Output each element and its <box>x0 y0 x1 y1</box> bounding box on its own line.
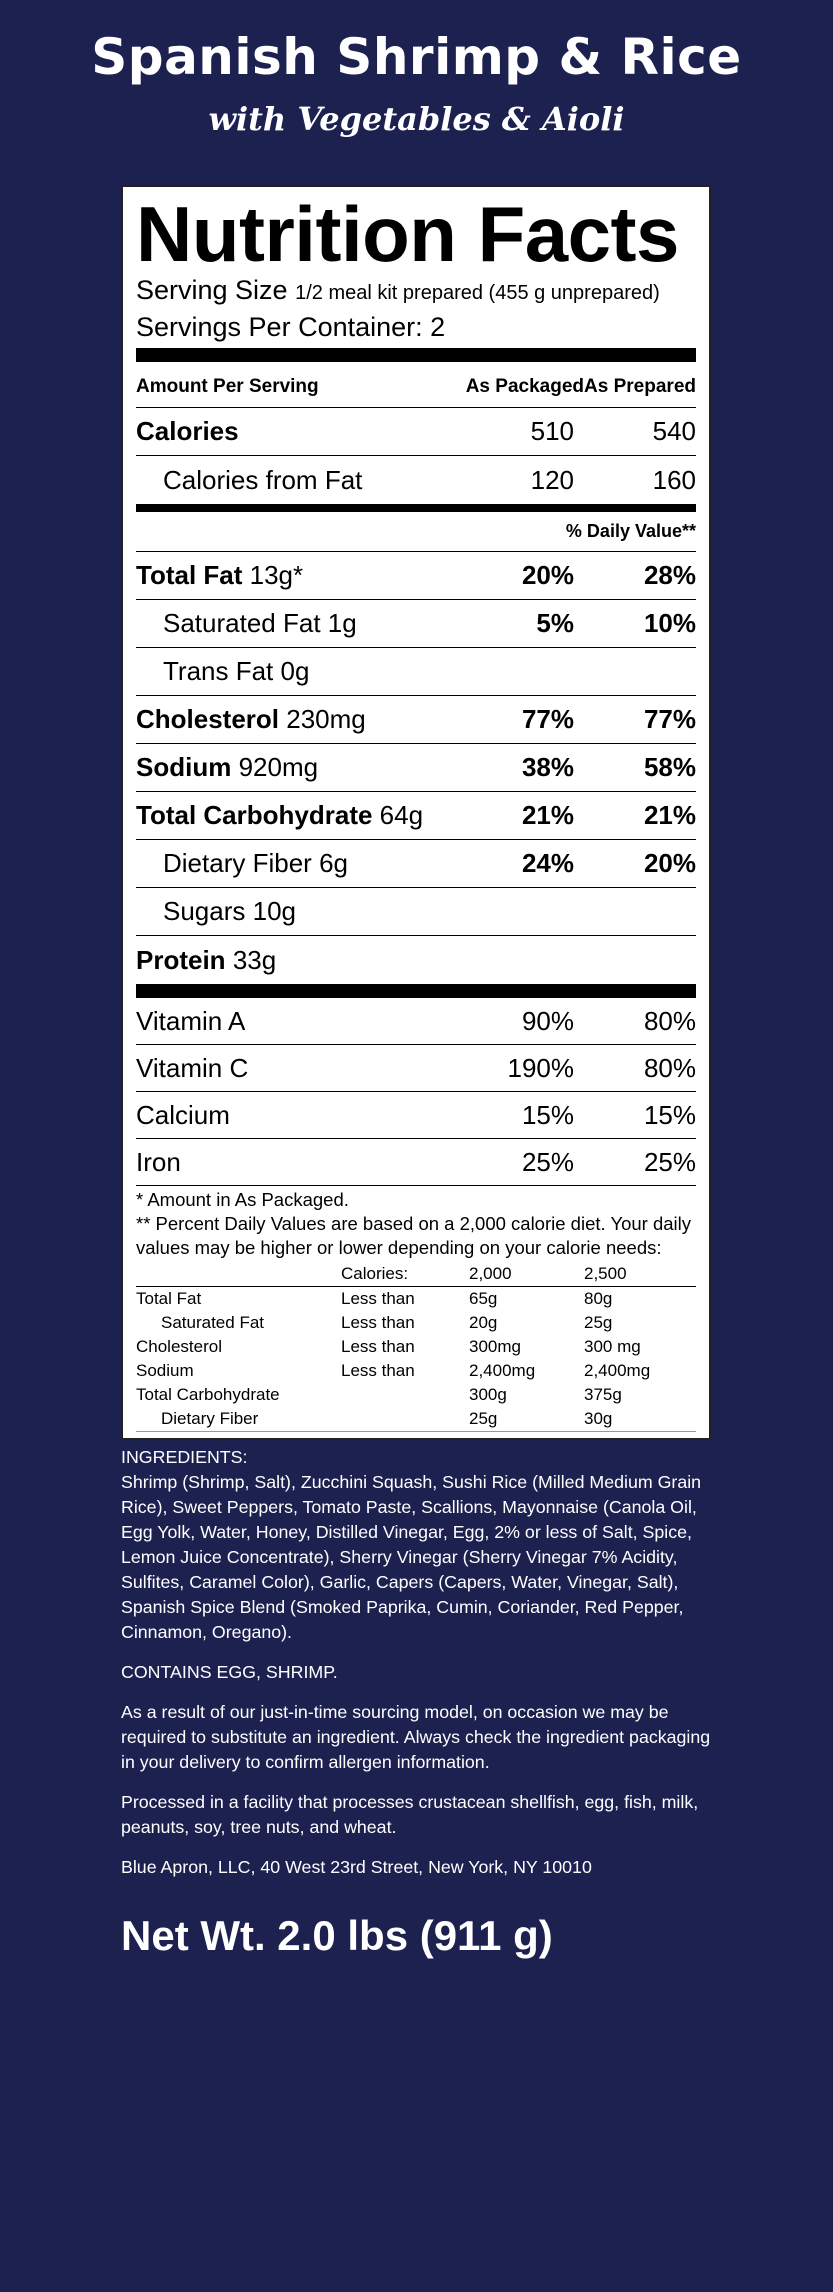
vitamin-list <box>136 998 696 1186</box>
facility-notice: Processed in a facility that processes crustacean shellfish, egg, fish, milk, peanuts, soy, tree nuts, and wheat. <box>121 1792 699 1837</box>
vitamin-name: Iron <box>136 1146 181 1177</box>
vitamin-packaged: 15% <box>521 1099 574 1130</box>
as-prepared-header: As Prepared <box>584 375 696 397</box>
nutrient-amount: 6g <box>319 848 348 878</box>
nutrient-prepared: 21% <box>643 800 696 830</box>
nutrient-amount: 920mg <box>238 752 319 782</box>
calories-from-fat-packaged: 120 <box>530 464 574 495</box>
nutrient-amount: 33g <box>232 944 277 975</box>
nutrient-prepared: 58% <box>643 752 696 782</box>
daily-value-reference-table <box>136 1262 696 1432</box>
reference-header-row: Calories: 2,000 2,500 <box>136 1262 696 1287</box>
nutrient-packaged: 38% <box>521 752 574 782</box>
nutrient-row-cholesterol <box>136 696 696 744</box>
vitamin-name: Vitamin A <box>136 1005 246 1036</box>
nutrient-name: Dietary Fiber <box>163 848 312 878</box>
nutrient-amount: 10g <box>252 896 297 926</box>
vitamin-prepared: 25% <box>643 1146 696 1177</box>
nutrient-name: Sugars <box>163 896 246 926</box>
nutrient-row-protein <box>136 936 696 984</box>
vitamin-name: Calcium <box>136 1099 230 1130</box>
nutrient-row-total-fat <box>136 552 696 600</box>
nutrient-list <box>136 552 696 984</box>
vitamin-row <box>136 1139 696 1186</box>
nutrient-row-sodium <box>136 744 696 792</box>
calories-from-fat-row <box>136 456 696 504</box>
reference-row: Total Carbohydrate 300g 375g <box>136 1385 622 1404</box>
nutrient-row-dietary-fiber <box>136 840 696 888</box>
nutrient-name: Total Fat <box>136 560 243 590</box>
nutrition-facts-heading: Nutrition Facts <box>136 190 679 278</box>
servings-per-container: Servings Per Container: 2 <box>136 312 446 342</box>
nutrient-name: Total Carbohydrate <box>136 800 373 830</box>
ingredients-heading: INGREDIENTS: <box>121 1447 248 1467</box>
vitamin-packaged: 90% <box>521 1005 574 1036</box>
vitamin-prepared: 80% <box>643 1005 696 1036</box>
nutrient-amount: 0g <box>280 656 310 686</box>
sourcing-notice: As a result of our just-in-time sourcing model, on occasion we may be required to substitute an ingredient. Always check the ingredient packaging in your delivery to confirm allergen information. <box>121 1702 711 1772</box>
serving-size-label: Serving Size <box>136 275 288 305</box>
ingredients-text: Shrimp (Shrimp, Salt), Zucchini Squash, Sushi Rice (Milled Medium Grain Rice), Sweet Peppers, Tomato Paste, Scallions, Mayonnaise (Canola Oil, Egg Yolk, Water, Honey, Distilled Vinegar, Egg, 2% or less of Salt, Spice, Lemon Juice Concentrate), Sherry Vinegar (Sherry Vinegar 7% Acidity, Sulfites, Caramel Color), Garlic, Capers (Capers, Water, Vinegar, Salt), Spanish Spice Blend (Smoked Paprika, Cumin, Coriander, Red Pepper, Cinnamon, Oregano). <box>121 1472 702 1642</box>
nutrient-name: Protein <box>136 944 226 975</box>
product-title: Spanish Shrimp & Rice <box>91 28 742 86</box>
nutrient-prepared: 28% <box>643 560 696 590</box>
reference-row: Total Fat Less than 65g 80g <box>136 1289 613 1308</box>
calories-row <box>136 408 696 456</box>
vitamin-name: Vitamin C <box>136 1052 249 1083</box>
nutrient-amount: 64g <box>379 800 424 830</box>
nutrient-packaged: 77% <box>521 704 574 734</box>
calories-from-fat-label: Calories from Fat <box>163 464 363 495</box>
footnote-daily-values: ** Percent Daily Values are based on a 2,000 calorie diet. Your daily values may be higher or lower depending on your calorie needs: <box>136 1213 692 1258</box>
nutrient-name: Sodium <box>136 752 232 782</box>
nutrient-prepared: 10% <box>643 608 696 638</box>
divider-thick <box>136 348 696 362</box>
footnotes <box>136 1188 696 1260</box>
nutrient-name: Trans Fat <box>163 656 274 686</box>
vitamin-row <box>136 1045 696 1092</box>
vitamin-row <box>136 1092 696 1139</box>
nutrient-name: Saturated Fat <box>163 608 321 638</box>
nutrient-row-total-carbohydrate <box>136 792 696 840</box>
ingredients-section <box>121 1445 716 1895</box>
amount-per-serving-label: Amount Per Serving <box>136 375 319 397</box>
net-weight: Net Wt. 2.0 lbs (911 g) <box>121 1912 553 1959</box>
reference-row: Cholesterol Less than 300mg 300 mg <box>136 1337 641 1356</box>
nutrient-amount: 13g* <box>249 560 304 590</box>
nutrient-amount: 230mg <box>286 704 366 734</box>
serving-size <box>136 273 696 310</box>
vitamin-prepared: 80% <box>643 1052 696 1083</box>
divider-thick <box>136 984 696 998</box>
calories-from-fat-prepared: 160 <box>652 464 696 495</box>
reference-row: Sodium Less than 2,400mg 2,400mg <box>136 1361 651 1380</box>
calories-label: Calories <box>136 416 239 446</box>
reference-row: Saturated Fat Less than 20g 25g <box>161 1313 613 1332</box>
reference-row: Dietary Fiber 25g 30g <box>136 1407 696 1432</box>
vitamin-prepared: 15% <box>643 1099 696 1130</box>
footnote-amount: * Amount in As Packaged. <box>136 1189 349 1210</box>
nutrient-prepared: 20% <box>643 848 696 878</box>
nutrient-amount: 1g <box>327 608 357 638</box>
nutrient-row-saturated-fat <box>136 600 696 648</box>
nutrient-name: Cholesterol <box>136 704 280 734</box>
product-subtitle: with Vegetables & Aioli <box>208 100 625 138</box>
serving-size-value: 1/2 meal kit prepared (455 g unprepared) <box>295 282 660 304</box>
daily-value-header <box>136 512 696 552</box>
allergen-statement: CONTAINS EGG, SHRIMP. <box>121 1662 338 1682</box>
nutrition-facts-panel <box>121 185 711 1440</box>
nutrient-packaged: 20% <box>521 560 574 590</box>
nutrient-packaged: 24% <box>521 848 574 878</box>
calories-packaged: 510 <box>530 416 574 446</box>
nutrient-packaged: 5% <box>536 608 574 638</box>
nutrient-row-sugars <box>136 888 696 936</box>
nutrient-row-trans-fat <box>136 648 696 696</box>
nutrient-packaged: 21% <box>521 800 574 830</box>
calories-prepared: 540 <box>652 416 696 446</box>
as-packaged-header: As Packaged <box>465 375 584 397</box>
vitamin-packaged: 25% <box>521 1146 574 1177</box>
vitamin-packaged: 190% <box>507 1052 574 1083</box>
daily-value-label: % Daily Value** <box>565 521 696 541</box>
company-address: Blue Apron, LLC, 40 West 23rd Street, New York, NY 10010 <box>121 1857 592 1877</box>
divider-medium <box>136 504 696 512</box>
column-header-row <box>136 362 696 408</box>
nutrient-prepared: 77% <box>643 704 696 734</box>
vitamin-row <box>136 998 696 1045</box>
